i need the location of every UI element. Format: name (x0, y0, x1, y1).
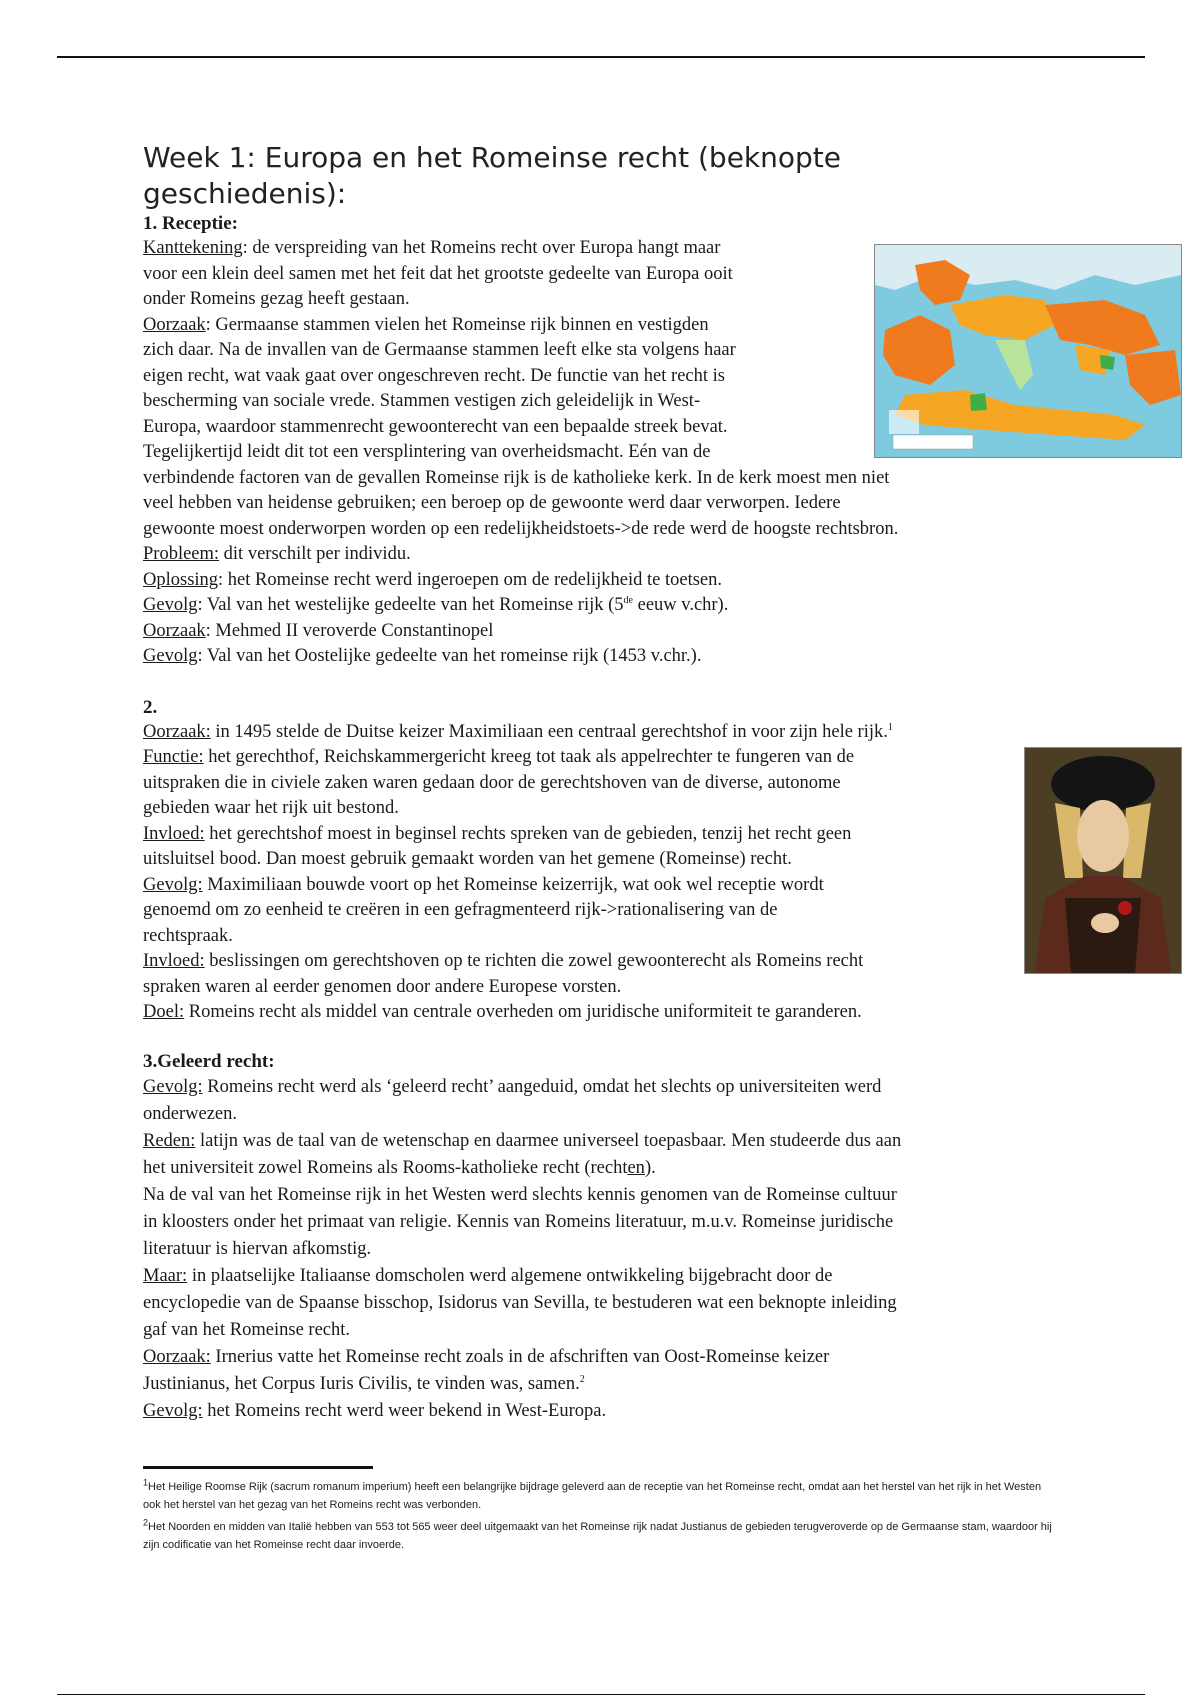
text-line: het gerechthof, Reichskammergericht kreeg tot taak als appelrechter te fungeren van de (203, 747, 855, 767)
footnote-text: Het Heilige Roomse Rijk (sacrum romanum imperium) heeft een belangrijke bijdrage geleverd aan de receptie van het Romeinse recht, omdat aan het herstel van het rijk in het Westen ook het herstel van het gezag van het Romeins recht was verbonden. (143, 1481, 1042, 1511)
text-line: gaf van het Romeinse recht. (143, 1319, 351, 1340)
text-line: genoemd om zo eenheid te creëren in een gefragmenteerd rijk->rationalisering van de (143, 900, 778, 920)
text-line: gebieden waar het rijk uit bestond. (143, 798, 399, 818)
text-line: encyclopedie van de Spaanse bisschop, Isidorus van Sevilla, te bestuderen wat een beknopte inleiding (143, 1292, 897, 1313)
text-line: veel hebben van heidense gebruiken; een beroep op de gewoonte werd daar verworpen. Iedere (143, 493, 841, 513)
label-gevolg: Gevolg: (143, 1076, 203, 1097)
label-oorzaak: Oorzaak: (143, 721, 211, 742)
label-oplossing: Oplossing (143, 569, 219, 590)
text-line: het Romeins recht werd weer bekend in West-Europa. (202, 1400, 607, 1421)
label-oorzaak: Oorzaak (143, 620, 206, 641)
text-line: verbindende factoren van de gevallen Romeinse rijk is de katholieke kerk. In de kerk moest men niet (143, 467, 890, 488)
label-oorzaak: Oorzaak: (143, 1346, 211, 1367)
text-line: literatuur is hiervan afkomstig. (143, 1238, 372, 1259)
label-reden: Reden: (143, 1130, 196, 1151)
footnote-ref[interactable]: 2 (579, 1373, 585, 1385)
map-illustration (875, 245, 1181, 457)
text-line: rechtspraak. (143, 925, 233, 946)
text-line: beslissingen om gerechtshoven op te richten die zowel gewoonterecht als Romeins recht (204, 951, 864, 971)
footnote (143, 1478, 1053, 1514)
footnotes (143, 1478, 1053, 1558)
text-line: : Germaanse stammen vielen het Romeinse rijk binnen en vestigden (205, 314, 709, 335)
text-line: voor een klein deel samen met het feit dat het grootste gedeelte van Europa ooit (143, 263, 733, 284)
text-line: : het Romeinse recht werd ingeroepen om de redelijkheid te toetsen. (218, 569, 723, 590)
footnote-ref[interactable]: 1 (887, 721, 893, 733)
label-maar: Maar: (143, 1265, 188, 1286)
section-geleerd-recht (143, 1050, 1143, 1425)
underlined-text: en (627, 1157, 645, 1178)
text-line: Romeins recht als middel van centrale overheden om juridische uniformiteit te garanderen. (184, 1002, 862, 1022)
label-invloed: Invloed: (143, 823, 205, 844)
text-line: in plaatselijke Italiaanse domscholen werd algemene ontwikkeling bijgebracht door de (187, 1265, 833, 1286)
footnote (143, 1518, 1053, 1554)
label-probleem: Probleem: (143, 544, 220, 564)
label-gevolg: Gevolg (143, 646, 198, 666)
text-line: het gerechtshof moest in beginsel rechts spreken van de gebieden, tenzij het recht geen (204, 823, 852, 844)
text-line: Europa, waardoor stammenrecht gewoonterecht van een bepaalde streek bevat. (143, 416, 728, 437)
header-rule (57, 56, 1145, 58)
text-line: Romeins recht werd als ‘geleerd recht’ aangeduid, omdat het slechts op universiteiten werd (202, 1076, 882, 1097)
text-line: in 1495 stelde de Duitse keizer Maximiliaan een centraal gerechtshof in voor zijn hele rijk. (210, 721, 888, 742)
footnote-text: Het Noorden en midden van Italië hebben van 553 tot 565 weer deel uitgemaakt van het Romeinse rijk nadat Justianus de gebieden terugveroverde op de Germaanse stam, waardoor hij zijn codificatie van het Romeinse recht daar invoerde. (143, 1521, 1052, 1551)
text-line: uitsluitsel bood. Dan moest gebruik gemaakt worden van het gemene (Romeinse) recht. (143, 849, 792, 869)
label-gevolg: Gevolg: (143, 1400, 203, 1421)
footnote-number: 1 (143, 1477, 149, 1488)
section-heading: 1. Receptie: (143, 213, 238, 234)
text-line: spraken waren al eerder genomen door andere Europese vorsten. (143, 976, 622, 997)
label-invloed: Invloed: (143, 951, 205, 971)
text-line: latijn was de taal van de wetenschap en daarmee universeel toepasbaar. Men studeerde dus aan (195, 1130, 902, 1151)
text-line: eeuw v.chr). (632, 595, 729, 615)
section-heading: 2. (143, 696, 158, 718)
footer-rule (57, 1694, 1145, 1695)
footnote-separator (143, 1466, 373, 1469)
text-line: zich daar. Na de invallen van de Germaanse stammen leeft elke sta volgens haar (143, 340, 736, 360)
text-line: dit verschilt per individu. (219, 544, 411, 564)
text-line: in kloosters onder het primaat van religie. Kennis van Romeins literatuur, m.u.v. Romeinse juridische (143, 1211, 894, 1232)
section-2 (143, 696, 1143, 1026)
text-line: onderwezen. (143, 1103, 237, 1124)
label-doel: Doel: (143, 1002, 185, 1022)
page-title: Week 1: Europa en het Romeinse recht (beknopte geschiedenis): (143, 141, 841, 210)
text-line: Irnerius vatte het Romeinse recht zoals in de afschriften van Oost-Romeinse keizer (210, 1346, 830, 1367)
text-line: het universiteit zowel Romeins als Rooms-katholieke recht (recht (143, 1157, 628, 1178)
text-line: : de verspreiding van het Romeins recht over Europa hangt maar (242, 238, 721, 258)
label-gevolg: Gevolg: (143, 874, 203, 895)
text-line: gewoonte moest onderworpen worden op een redelijkheidstoets->de rede werd de hoogste rechtsbron. (143, 518, 899, 539)
text-line: onder Romeins gezag heeft gestaan. (143, 289, 410, 309)
label-functie: Functie: (143, 747, 204, 767)
section-heading: 3.Geleerd recht: (143, 1050, 275, 1072)
footnote-number: 2 (143, 1517, 149, 1528)
text-line: eigen recht, wat vaak gaat over ongeschreven recht. De functie van het recht is (143, 365, 725, 386)
portrait-illustration (1025, 748, 1181, 973)
text-line: ). (644, 1157, 656, 1178)
text-line: : Val van het Oostelijke gedeelte van het romeinse rijk (1453 v.chr.). (197, 646, 702, 666)
text-line: uitspraken die in civiele zaken waren gedaan door de gerechtshoven van de diverse, autonome (143, 772, 841, 793)
label-kanttekening: Kanttekening (143, 238, 243, 258)
text-line: : Mehmed II veroverde Constantinopel (205, 620, 494, 641)
text-line: Justinianus, het Corpus Iuris Civilis, te vinden was, samen. (143, 1373, 580, 1394)
label-gevolg: Gevolg (143, 595, 198, 615)
text-line: bescherming van sociale vrede. Stammen vestigen zich geleidelijk in West- (143, 391, 701, 411)
maximilian-portrait-image (1024, 747, 1182, 974)
text-line: Maximiliaan bouwde voort op het Romeinse keizerrijk, wat ook wel receptie wordt (202, 874, 824, 895)
label-oorzaak: Oorzaak (143, 314, 206, 335)
superscript: de (623, 594, 633, 606)
text-line: Tegelijkertijd leidt dit tot een versplintering van overheidsmacht. Eén van de (143, 442, 711, 462)
text-line: Na de val van het Romeinse rijk in het Westen werd slechts kennis genomen van de Romeinse cultuur (143, 1184, 897, 1205)
roman-empire-map-image (874, 244, 1182, 458)
text-line: : Val van het westelijke gedeelte van het Romeinse rijk (5 (197, 595, 624, 615)
